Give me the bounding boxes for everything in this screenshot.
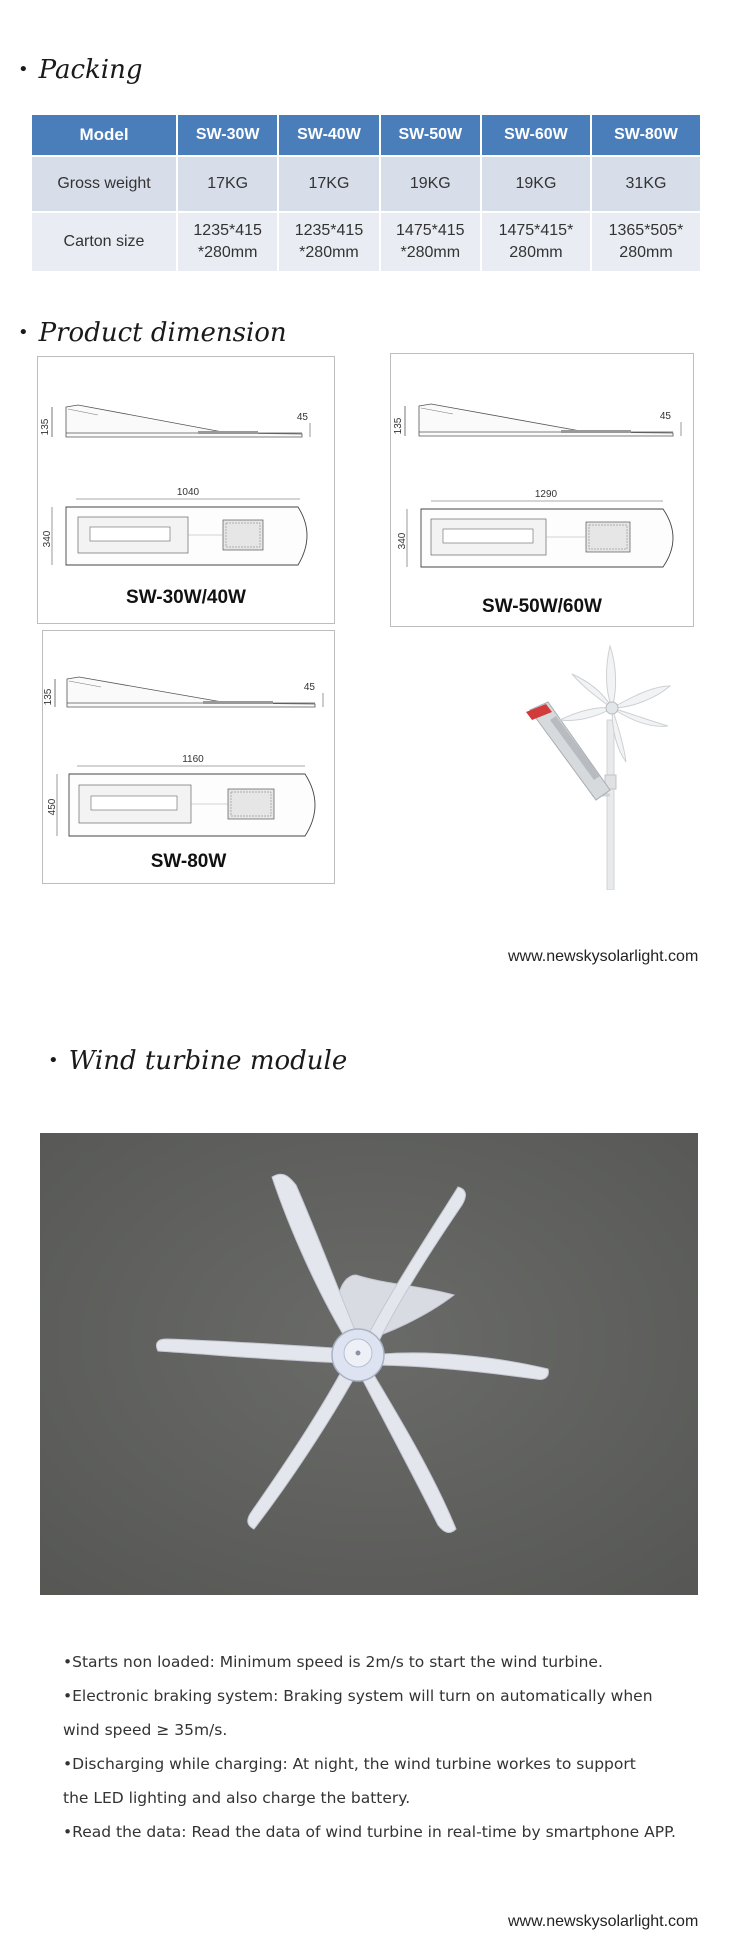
lamp-drawing — [43, 631, 334, 847]
dim-thickness: 45 — [303, 682, 315, 693]
diagram-label: SW-50W/60W — [482, 596, 602, 617]
table-cell: 1475*415* 280mm — [481, 212, 591, 272]
website-link[interactable]: www.newskysolarlight.com — [508, 948, 699, 965]
lamp-drawing — [38, 357, 334, 587]
dimension-heading: • Product dimension — [18, 318, 287, 348]
table-cell: 1475*415 *280mm — [380, 212, 481, 272]
feature-item: •Starts non loaded: Minimum speed is 2m/s to start the wind turbine. — [63, 1653, 603, 1671]
dim-height: 135 — [393, 417, 404, 435]
table-row — [31, 212, 701, 272]
feature-item: •Read the data: Read the data of wind turbine in real-time by smartphone APP. — [63, 1823, 676, 1841]
diagram-sw80 — [42, 630, 335, 884]
dim-thickness: 45 — [659, 411, 671, 422]
diagram-sw50-60 — [390, 353, 694, 627]
table-row — [31, 156, 701, 212]
dim-height: 135 — [43, 688, 54, 706]
feature-list — [63, 1645, 703, 1849]
dim-height: 135 — [40, 418, 51, 436]
header-sw30: SW-30W — [177, 114, 278, 156]
table-cell: 17KG — [177, 156, 278, 212]
table-cell: 31KG — [591, 156, 701, 212]
product-photo — [512, 640, 694, 890]
feature-item: •Electronic braking system: Braking system will turn on automatically when wind speed ≥ 35m/s. — [63, 1687, 653, 1739]
diagram-sw30-40 — [37, 356, 335, 624]
table-cell: 19KG — [380, 156, 481, 212]
header-sw50: SW-50W — [380, 114, 481, 156]
header-sw40: SW-40W — [278, 114, 379, 156]
dim-thickness: 45 — [296, 412, 308, 423]
packing-heading: • Packing — [18, 55, 143, 85]
table-cell: 1365*505* 280mm — [591, 212, 701, 272]
diagram-label: SW-30W/40W — [126, 587, 246, 608]
table-cell: 1235*415 *280mm — [177, 212, 278, 272]
bullet-icon: • — [18, 59, 29, 80]
lamp-drawing — [391, 354, 693, 588]
packing-table — [30, 113, 702, 273]
feature-item: •Discharging while charging: At night, the wind turbine workes to support the LED lighting and also charge the battery. — [63, 1755, 636, 1807]
dim-length: 1040 — [176, 487, 200, 498]
table-header-row — [31, 114, 701, 156]
header-sw60: SW-60W — [481, 114, 591, 156]
header-sw80: SW-80W — [591, 114, 701, 156]
turbine-photo — [40, 1133, 698, 1595]
table-cell: 1235*415 *280mm — [278, 212, 379, 272]
row-label-carton-size: Carton size — [31, 212, 177, 272]
dim-width: 340 — [42, 530, 53, 548]
dim-width: 340 — [397, 532, 408, 550]
dim-length: 1290 — [534, 489, 558, 500]
bullet-icon: • — [18, 322, 29, 343]
table-cell: 19KG — [481, 156, 591, 212]
turbine-heading: • Wind turbine module — [48, 1046, 348, 1076]
website-link-footer[interactable]: www.newskysolarlight.com — [508, 1913, 699, 1930]
row-label-gross-weight: Gross weight — [31, 156, 177, 212]
dim-width: 450 — [47, 798, 58, 816]
table-cell: 17KG — [278, 156, 379, 212]
bullet-icon: • — [48, 1050, 59, 1071]
diagram-label: SW-80W — [150, 851, 227, 872]
header-model: Model — [31, 114, 177, 156]
dim-length: 1160 — [182, 754, 204, 765]
